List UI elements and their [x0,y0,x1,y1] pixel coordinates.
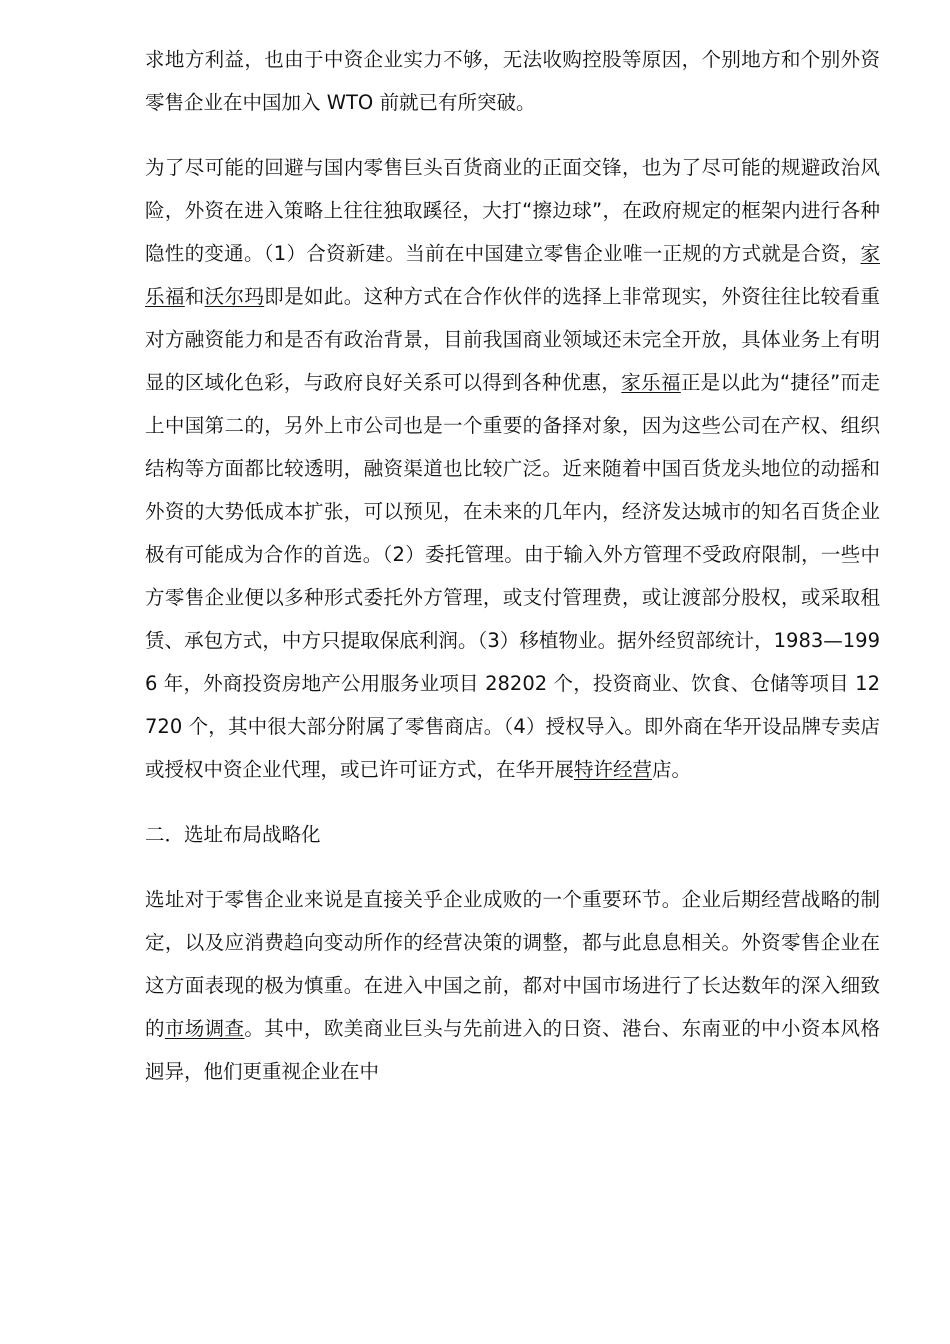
link-market-research[interactable]: 市场调查 [164,1017,245,1040]
paragraph-3-text-2: 。其中，欧美商业巨头与先前进入的日资、港台、东南亚的中小资本风格迥异，他们更重视企业在中 [145,1017,880,1083]
paragraph-1 [145,38,880,124]
paragraph-2-text-5: 店。 [652,758,692,781]
link-carrefour-2[interactable]: 家乐福 [621,371,681,394]
link-carrefour[interactable]: 家乐福 [145,242,880,308]
link-walmart[interactable]: 沃尔玛 [204,285,265,308]
paragraph-1-text: 求地方利益，也由于中资企业实力不够，无法收购控股等原因，个别地方和个别外资零售企业在中国加入 WTO 前就已有所突破。 [145,48,880,114]
paragraph-2-text-3: 即是如此。这种方式在合作伙伴的选择上非常现实，外资往往比较看重对方融资能力和是否有政治背景，目前我国商业领域还未完全开放，具体业务上有明显的区域化色彩，与政府良好关系可以得到各种优惠， [145,285,880,394]
document-page [145,38,880,1115]
paragraph-2-text-1: 为了尽可能的回避与国内零售巨头百货商业的正面交锋，也为了尽可能的规避政治风险，外资在进入策略上往往独取蹊径，大打“擦边球”，在政府规定的框架内进行各种隐性的变通。（1）合资新建。当前在中国建立零售企业唯一正规的方式就是合资， [145,156,880,265]
section-heading: 二．选址布局战略化 [145,823,321,846]
paragraph-2 [145,146,880,791]
paragraph-3-text-1: 选址对于零售企业来说是直接关乎企业成败的一个重要环节。企业后期经营战略的制定，以及应消费趋向变动所作的经营决策的调整，都与此息息相关。外资零售企业在这方面表现的极为慎重。在进入中国之前，都对中国市场进行了长达数年的深入细致的 [145,888,880,1040]
paragraph-2-text-4: 正是以此为“捷径”而走上中国第二的，另外上市公司也是一个重要的备择对象，因为这些公司在产权、组织结构等方面都比较透明，融资渠道也比较广泛。近来随着中国百货龙头地位的动摇和外资的大势低成本扩张，可以预见，在未来的几年内，经济发达城市的知名百货企业极有可能成为合作的首选。（2）委托管理。由于输入外方管理不受政府限制，一些中方零售企业便以多种形式委托外方管理，或支付管理费，或让渡部分股权，或采取租赁、承包方式，中方只提取保底利润。（3）移植物业。据外经贸部统计，1983—1996 年，外商投资房地产公用服务业项目 28202 个，投资商业、饮食、仓储等项目 12720 个，其中很大部分附属了零售商店。（4）授权导入。即外商在华开设品牌专卖店或授权中资企业代理，或已许可证方式，在华开展 [145,371,880,781]
paragraph-2-text-2: 和 [184,285,205,308]
link-franchise[interactable]: 特许经营 [574,758,653,781]
paragraph-3 [145,878,880,1093]
